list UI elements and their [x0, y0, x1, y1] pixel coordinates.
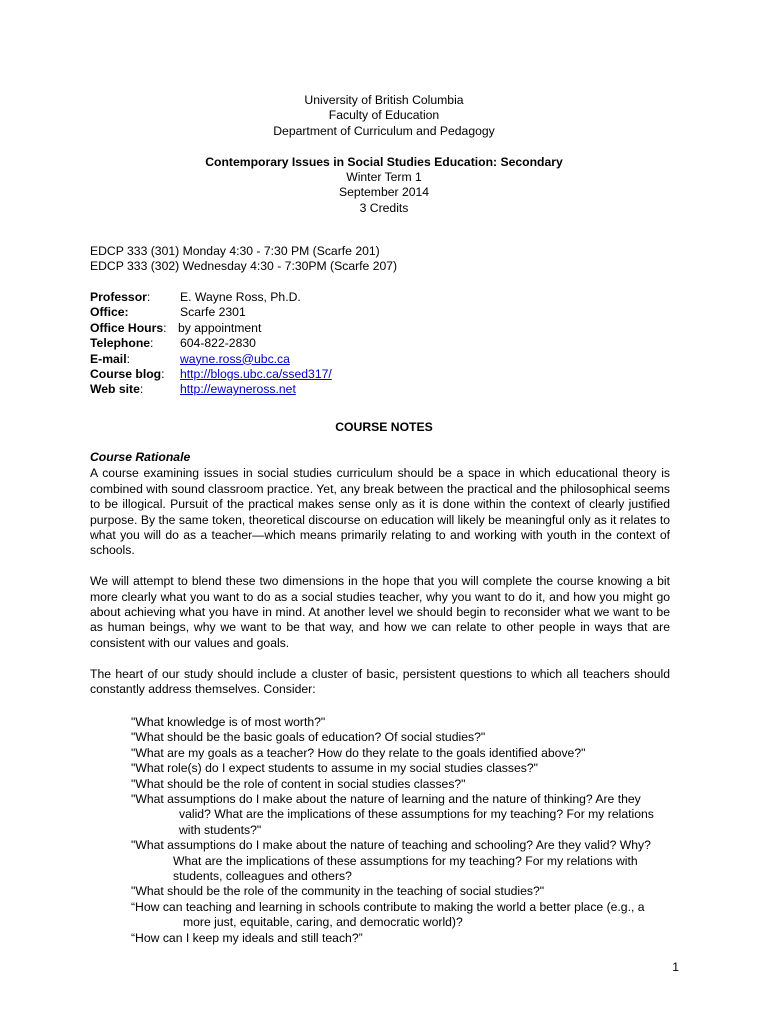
question-line: with students?" — [179, 822, 262, 837]
website-link[interactable]: http://ewayneross.net — [180, 382, 296, 397]
question-line: "What assumptions do I make about the nature of teaching and schooling? Are they valid? Why? — [131, 838, 651, 853]
question-line: “How can teaching and learning in schools contribute to making the world a better place (e.g., a — [131, 899, 645, 914]
blog-link[interactable]: http://blogs.ubc.ca/ssed317/ — [180, 366, 332, 381]
question-item: "What should be the role of the community in the teaching of social studies?" — [131, 884, 545, 899]
question-item — [131, 792, 676, 838]
blog-label: Course blog — [90, 366, 162, 381]
info-row-email — [90, 352, 674, 367]
info-row-blog — [90, 367, 674, 382]
hours-label: Office Hours — [90, 320, 164, 335]
info-row-hours — [90, 321, 674, 336]
question-item — [131, 838, 676, 884]
question-line: valid? What are the implications of these assumptions for my teaching? For my relations — [179, 807, 654, 822]
professor-value: E. Wayne Ross, Ph.D. — [180, 290, 301, 304]
course-notes-title: COURSE NOTES — [335, 420, 433, 434]
email-label: E-mail — [90, 351, 127, 366]
section-item: EDCP 333 (301) Monday 4:30 - 7:30 PM (Scarfe 201) — [90, 244, 380, 258]
question-item: "What should be the basic goals of education? Of social studies?" — [131, 730, 486, 745]
website-colon: : — [139, 382, 144, 397]
question-item: "What are my goals as a teacher? How do they relate to the goals identified above?" — [131, 745, 586, 760]
paragraph: A course examining issues in social studies curriculum should be a space in which educational theory is combined with sound classroom practice. Yet, any break between the practical and the philosophical seems to be illogical. Pursuit of the practical makes sense only as it is done within the context of clearly justified purpose. By the same token, theoretical discourse on education will likely be meaningful only as it relates to what you will do as a teacher—which means primarily relating to and working with youth in the context of schools. — [90, 466, 670, 558]
office-value: Scarfe 2301 — [180, 305, 246, 320]
website-label: Web site — [90, 382, 140, 397]
question-item: "What role(s) do I expect students to assume in my social studies classes?" — [131, 761, 538, 776]
faculty-name: Faculty of Education — [328, 108, 440, 123]
blog-colon: : — [161, 366, 165, 381]
question-item: "What should be the role of content in social studies classes?" — [131, 776, 466, 791]
hours-colon: : — [163, 320, 167, 335]
office-label: Office: — [90, 305, 129, 320]
rationale-section — [90, 450, 670, 713]
paragraph: We will attempt to blend these two dimensions in the hope that you will complete the course knowing a bit more clearly what you want to do as a social studies teacher, why you want to do it, and how you might go about achieving what you have in mind. At another level we should begin to reconsider what we want to be as human beings, why we want to be that way, and how we can relate to other people in ways that are consistent with our values and goals. — [90, 574, 670, 650]
university-name: University of British Columbia — [304, 93, 464, 107]
section-item: EDCP 333 (302) Wednesday 4:30 - 7:30PM (Scarfe 207) — [90, 259, 398, 274]
question-line: "What assumptions do I make about the nature of learning and the nature of thinking? Are they — [131, 792, 641, 807]
info-row-professor — [90, 290, 674, 305]
question-line: more just, equitable, caring, and democratic world)? — [183, 915, 463, 930]
telephone-label: Telephone — [90, 336, 151, 351]
rationale-heading: Course Rationale — [90, 450, 191, 464]
professor-label: Professor — [90, 290, 147, 304]
question-item: “How can I keep my ideals and still teach?” — [131, 930, 363, 945]
telephone-value: 604-822-2830 — [180, 336, 256, 351]
question-line: students, colleagues and others? — [173, 869, 352, 884]
course-date: September 2014 — [338, 185, 430, 200]
question-list — [131, 715, 676, 946]
document-header — [0, 93, 768, 216]
contact-info — [90, 290, 674, 398]
info-row-office — [90, 305, 674, 320]
course-credits: 3 Credits — [359, 200, 409, 215]
question-item: "What knowledge is of most worth?" — [131, 715, 326, 729]
professor-colon: : — [146, 290, 151, 304]
email-link[interactable]: wayne.ross@ubc.ca — [180, 351, 290, 366]
department-name: Department of Curriculum and Pedagogy — [273, 123, 495, 138]
info-row-website — [90, 382, 674, 397]
course-title: Contemporary Issues in Social Studies Education: Secondary — [205, 154, 563, 169]
question-item — [131, 900, 676, 931]
hours-value: by appointment — [178, 320, 262, 335]
question-line: What are the implications of these assumptions for my teaching? For my relations with — [173, 853, 638, 868]
page-number: 1 — [672, 960, 679, 974]
section-list — [90, 244, 674, 275]
course-term: Winter Term 1 — [346, 169, 422, 184]
telephone-colon: : — [150, 336, 154, 351]
info-row-telephone — [90, 336, 674, 351]
email-colon: : — [126, 351, 130, 366]
paragraph: The heart of our study should include a cluster of basic, persistent questions to which all teachers should constantly address themselves. Consider: — [90, 666, 670, 697]
header-spacer — [0, 139, 768, 154]
